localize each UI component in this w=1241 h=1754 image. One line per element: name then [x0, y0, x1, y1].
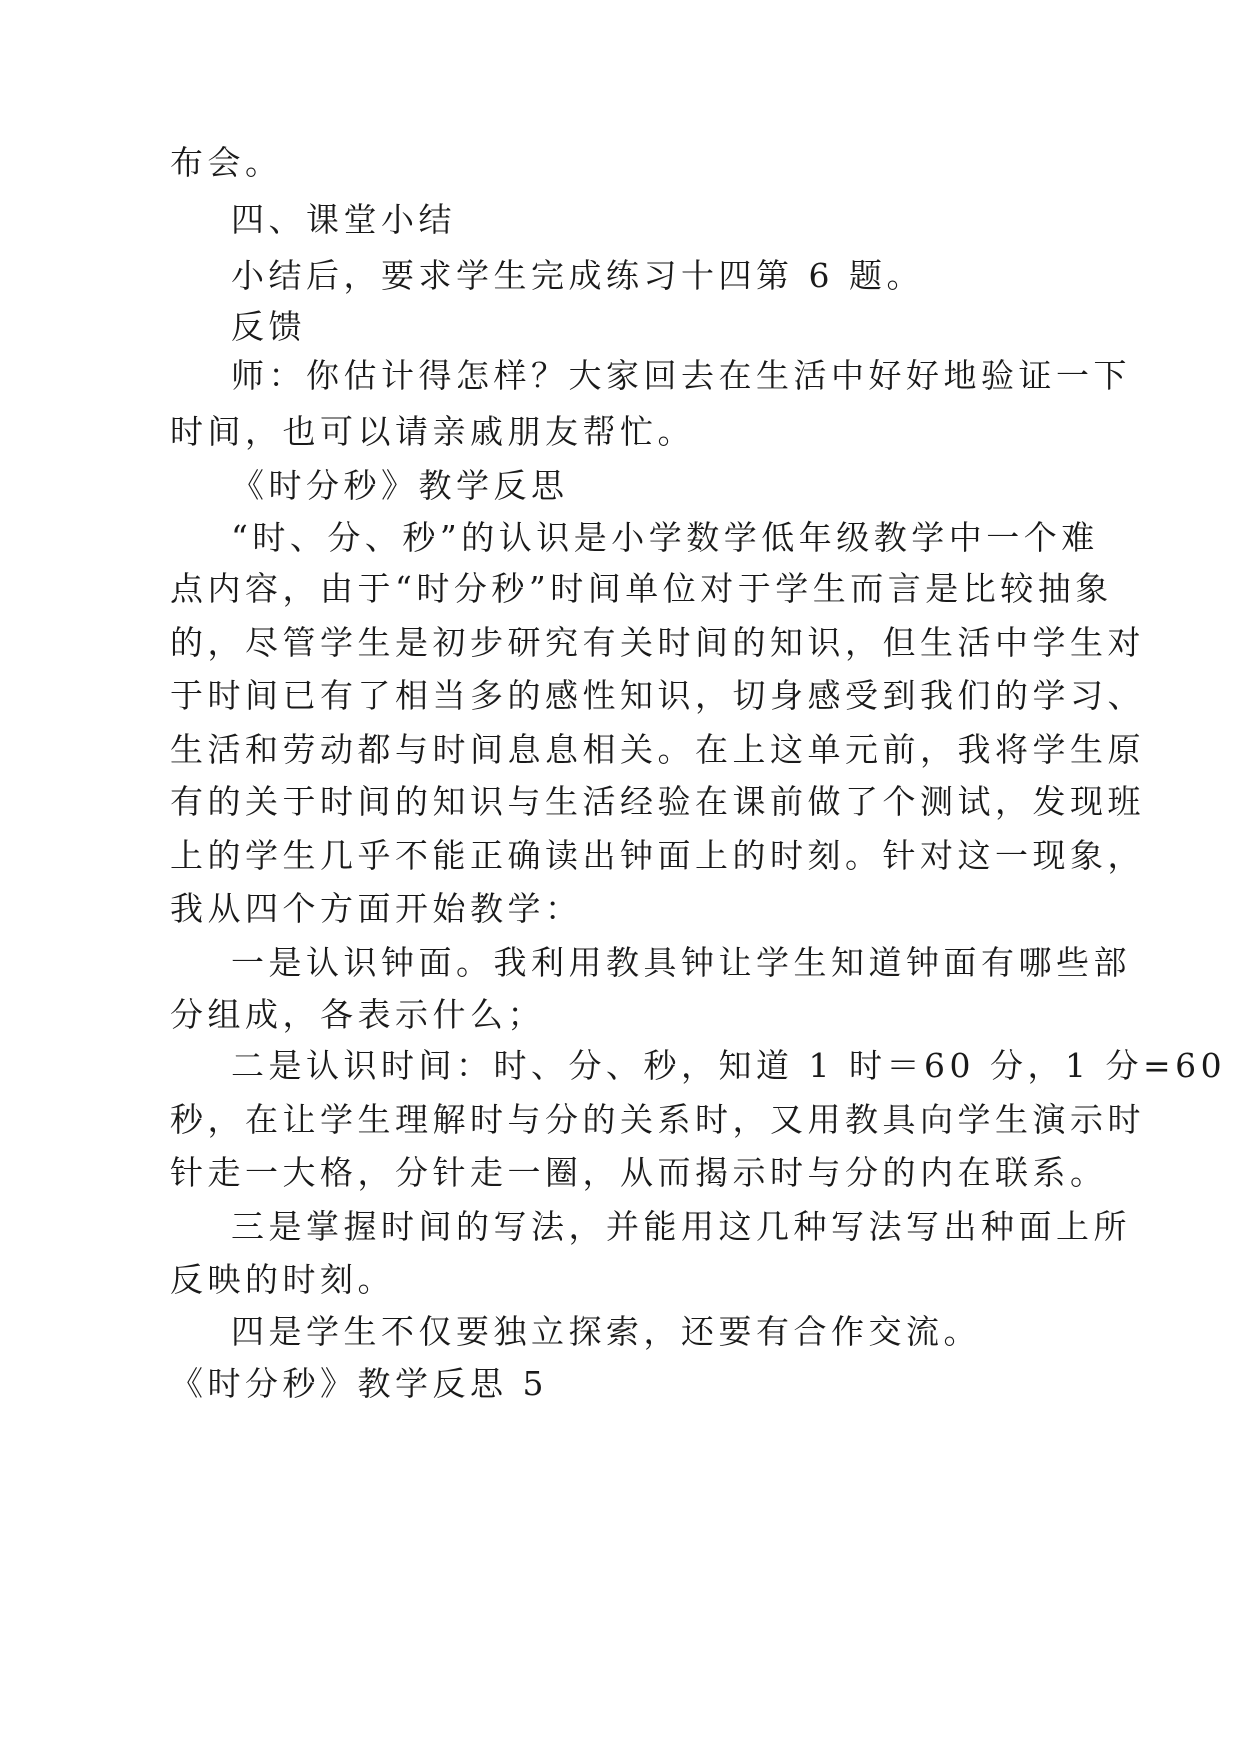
- paragraph-line: 生活和劳动都与时间息息相关。在上这单元前，我将学生原: [170, 730, 1145, 769]
- paragraph-line: 反映的时刻。: [170, 1260, 395, 1299]
- paragraph-line: 时间，也可以请亲戚朋友帮忙。: [170, 412, 695, 451]
- paragraph-line: 点内容，由于“时分秒”时间单位对于学生而言是比较抽象: [170, 569, 1113, 608]
- footer-title: 《时分秒》教学反思 5: [170, 1364, 548, 1403]
- paragraph-line: 的，尽管学生是初步研究有关时间的知识，但生活中学生对: [170, 623, 1145, 662]
- paragraph-line: 分组成，各表示什么；: [170, 995, 545, 1034]
- paragraph-line: 秒，在让学生理解时与分的关系时，又用教具向学生演示时: [170, 1100, 1145, 1139]
- reflection-title: 《时分秒》教学反思: [231, 466, 569, 505]
- paragraph-line: 我从四个方面开始教学：: [170, 889, 583, 928]
- paragraph-line: 有的关于时间的知识与生活经验在课前做了个测试，发现班: [170, 782, 1145, 821]
- paragraph-line: 于时间已有了相当多的感性知识，切身感受到我们的学习、: [170, 676, 1145, 715]
- paragraph-line: 上的学生几乎不能正确读出钟面上的时刻。针对这一现象，: [170, 836, 1145, 875]
- paragraph-line: 针走一大格，分针走一圈，从而揭示时与分的内在联系。: [170, 1153, 1108, 1192]
- paragraph-line: 一是认识钟面。我利用教具钟让学生知道钟面有哪些部: [231, 943, 1131, 982]
- section-heading: 四、课堂小结: [231, 200, 456, 239]
- paragraph-line: 四是学生不仅要独立探索，还要有合作交流。: [231, 1312, 981, 1351]
- paragraph-line: 反馈: [231, 307, 306, 346]
- paragraph-line: 小结后，要求学生完成练习十四第 6 题。: [231, 256, 924, 295]
- paragraph-line: 三是掌握时间的写法，并能用这几种写法写出种面上所: [231, 1207, 1131, 1246]
- paragraph-line: 师：你估计得怎样？大家回去在生活中好好地验证一下: [231, 356, 1131, 395]
- paragraph-line: “时、分、秒”的认识是小学数学低年级教学中一个难: [231, 518, 1099, 557]
- paragraph-line: 二是认识时间：时、分、秒，知道 1 时＝60 分，1 分=60: [231, 1046, 1227, 1085]
- paragraph-line: 布会。: [170, 143, 283, 182]
